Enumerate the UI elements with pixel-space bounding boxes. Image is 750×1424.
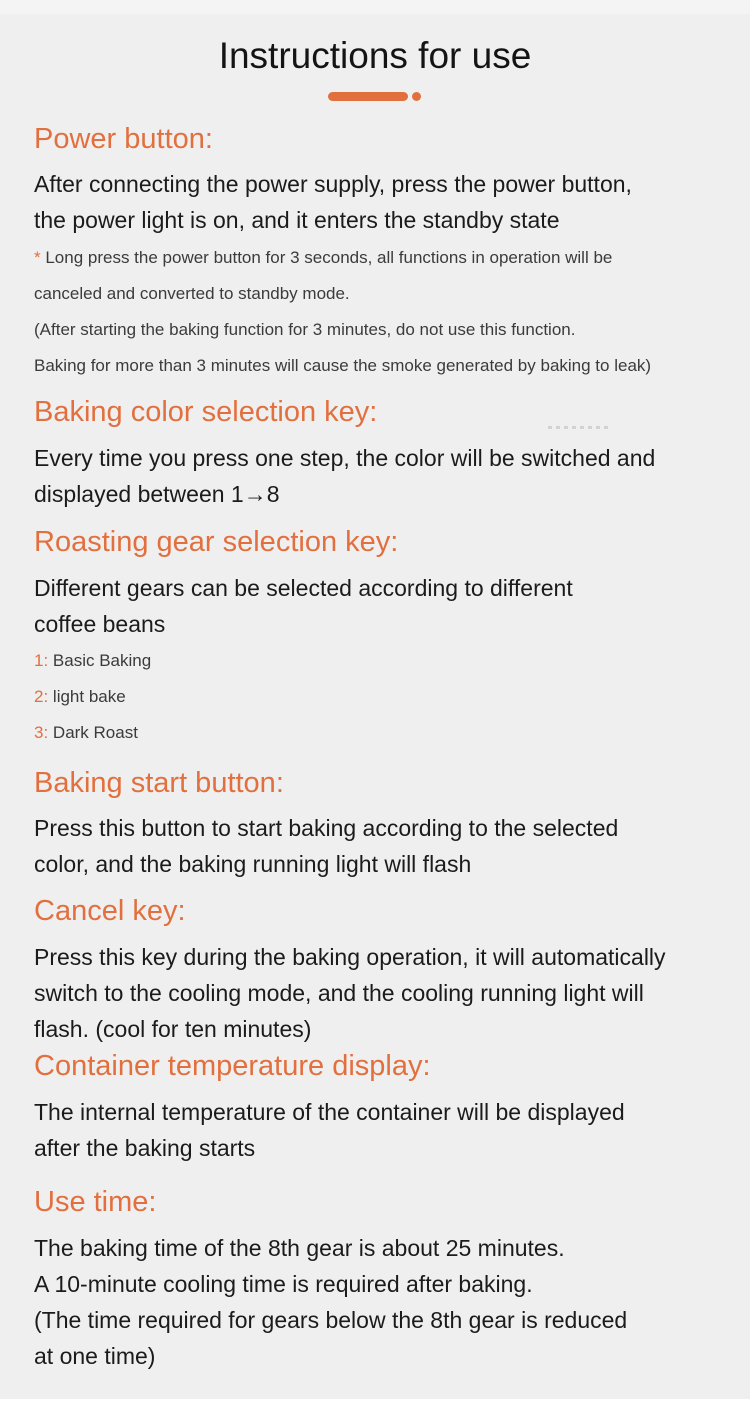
usetime-text-line-4: at one time) [34, 1343, 156, 1369]
title-underline-bar [328, 92, 408, 101]
start-text-line-1: Press this button to start baking according to the selected [34, 815, 619, 841]
cancel-key-heading: Cancel key: [34, 895, 186, 927]
power-note-line-4: Baking for more than 3 minutes will cause the smoke generated by baking to leak) [34, 356, 652, 375]
gear-option-3-label: Dark Roast [48, 723, 138, 742]
baking-start-heading: Baking start button: [34, 767, 284, 799]
note-asterisk: * [34, 248, 41, 267]
gear-option-1-number: 1: [34, 651, 49, 670]
power-note-text-1: Long press the power button for 3 seconds, all functions in operation will be [40, 248, 613, 267]
power-text-line-1: After connecting the power supply, press the power button, [34, 171, 632, 197]
power-text-line-2: the power light is on, and it enters the standby state [34, 207, 560, 233]
usetime-text-line-3: (The time required for gears below the 8th gear is reduced [34, 1307, 628, 1333]
gear-option-3-number: 3: [34, 723, 49, 742]
faint-marks [548, 426, 610, 429]
power-button-heading: Power button: [34, 123, 213, 155]
gear-text-line-1: Different gears can be selected according to different [34, 575, 573, 601]
power-note-line-2: canceled and converted to standby mode. [34, 284, 350, 303]
title-underline-dot [412, 92, 421, 101]
power-note-line-3: (After starting the baking function for 3 minutes, do not use this function. [34, 320, 576, 339]
cancel-text-line-2: switch to the cooling mode, and the cooling running light will [34, 980, 644, 1006]
gear-option-2-number: 2: [34, 687, 49, 706]
gear-text-line-2: coffee beans [34, 611, 166, 637]
cancel-text-line-1: Press this key during the baking operation, it will automatically [34, 944, 666, 970]
bottom-strip [0, 1399, 750, 1424]
color-text-line-2: displayed between 1→8 [34, 481, 280, 507]
roasting-gear-heading: Roasting gear selection key: [34, 526, 399, 558]
gear-option-3 [34, 715, 138, 751]
temperature-display-heading: Container temperature display: [34, 1050, 431, 1082]
temperature-text-line-2: after the baking starts [34, 1135, 256, 1161]
page-title: Instructions for use [218, 35, 532, 76]
temperature-text-line-1: The internal temperature of the container will be displayed [34, 1099, 625, 1125]
start-text-line-2: color, and the baking running light will flash [34, 851, 472, 877]
cancel-text-line-3: flash. (cool for ten minutes) [34, 1016, 312, 1042]
color-text-line-1: Every time you press one step, the color will be switched and [34, 445, 656, 471]
usetime-text-line-2: A 10-minute cooling time is required after baking. [34, 1271, 533, 1297]
gear-option-1-label: Basic Baking [48, 651, 152, 670]
power-note-line-1 [34, 240, 612, 276]
baking-color-heading: Baking color selection key: [34, 396, 378, 428]
usetime-text-line-1: The baking time of the 8th gear is about 25 minutes. [34, 1235, 565, 1261]
gear-option-2 [34, 679, 126, 715]
use-time-heading: Use time: [34, 1186, 157, 1218]
gear-option-2-label: light bake [48, 687, 126, 706]
top-strip [0, 0, 750, 14]
gear-option-1 [34, 643, 151, 679]
